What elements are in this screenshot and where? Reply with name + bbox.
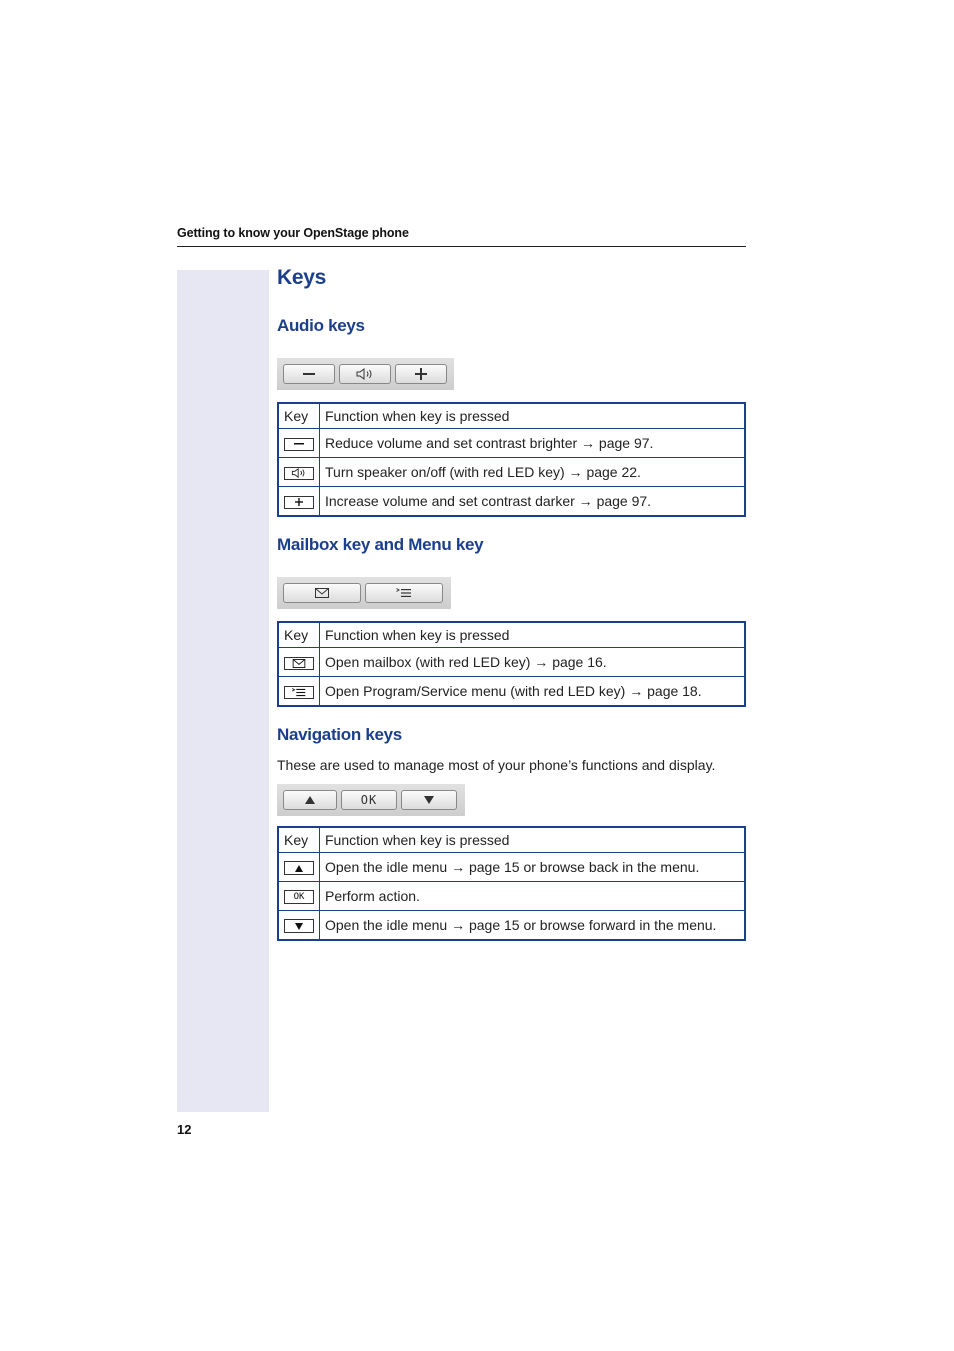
arrow-down-icon <box>424 796 434 804</box>
function-text: Open the idle menu → page 15 or browse forward in the menu. <box>320 911 746 941</box>
column-header-function: Function when key is pressed <box>320 622 746 648</box>
column-header-key: Key <box>278 622 320 648</box>
mailbox-menu-table <box>277 621 746 707</box>
table-row <box>278 677 745 707</box>
plus-key-image <box>395 364 447 384</box>
mailbox-key-image <box>283 583 361 603</box>
function-text: Perform action. <box>320 882 746 911</box>
function-text: Reduce volume and set contrast brighter → page 97. <box>320 429 746 458</box>
column-header-key: Key <box>278 827 320 853</box>
mail-icon <box>315 588 329 598</box>
down-key-image <box>401 790 457 810</box>
section-heading-audio-keys: Audio keys <box>277 316 365 335</box>
running-header: Getting to know your OpenStage phone <box>177 226 409 240</box>
function-text: Turn speaker on/off (with red LED key) → page 22. <box>320 458 746 487</box>
up-key-image <box>283 790 337 810</box>
page-number: 12 <box>177 1122 192 1137</box>
header-divider <box>177 246 746 247</box>
speaker-icon <box>284 467 314 480</box>
section-heading-mailbox-menu: Mailbox key and Menu key <box>277 535 484 554</box>
arrow-up-icon <box>305 796 315 804</box>
left-margin-column <box>177 270 269 1112</box>
mailbox-menu-illustration <box>277 577 451 609</box>
minus-icon <box>303 372 315 376</box>
function-text: Open mailbox (with red LED key) → page 16. <box>320 648 746 677</box>
table-row <box>278 911 745 941</box>
speaker-icon <box>356 368 374 380</box>
arrow-down-icon <box>284 919 314 933</box>
speaker-key-image <box>339 364 391 384</box>
function-text: Open the idle menu → page 15 or browse back in the menu. <box>320 853 746 882</box>
arrow-up-icon <box>284 861 314 875</box>
function-text: Open Program/Service menu (with red LED key) → page 18. <box>320 677 746 707</box>
plus-icon <box>284 496 314 509</box>
navigation-keys-illustration <box>277 784 465 816</box>
audio-keys-table <box>277 402 746 517</box>
menu-key-image <box>365 583 443 603</box>
table-row <box>278 487 745 517</box>
table-row <box>278 853 745 882</box>
navigation-intro-text: These are used to manage most of your phone’s functions and display. <box>277 757 716 773</box>
menu-icon <box>284 686 314 699</box>
table-row <box>278 458 745 487</box>
table-row <box>278 882 745 911</box>
column-header-function: Function when key is pressed <box>320 403 746 429</box>
ok-key-image: OK <box>341 790 397 810</box>
column-header-key: Key <box>278 403 320 429</box>
mail-icon <box>284 657 314 670</box>
section-heading-navigation-keys: Navigation keys <box>277 725 402 744</box>
table-row <box>278 429 745 458</box>
navigation-keys-table <box>277 826 746 941</box>
plus-icon <box>415 368 427 380</box>
column-header-function: Function when key is pressed <box>320 827 746 853</box>
audio-keys-illustration <box>277 358 454 390</box>
table-row <box>278 648 745 677</box>
ok-key: OK <box>284 890 314 904</box>
minus-key-image <box>283 364 335 384</box>
function-text: Increase volume and set contrast darker → page 97. <box>320 487 746 517</box>
menu-icon <box>396 588 412 598</box>
page-title: Keys <box>277 266 327 289</box>
minus-icon <box>284 438 314 451</box>
